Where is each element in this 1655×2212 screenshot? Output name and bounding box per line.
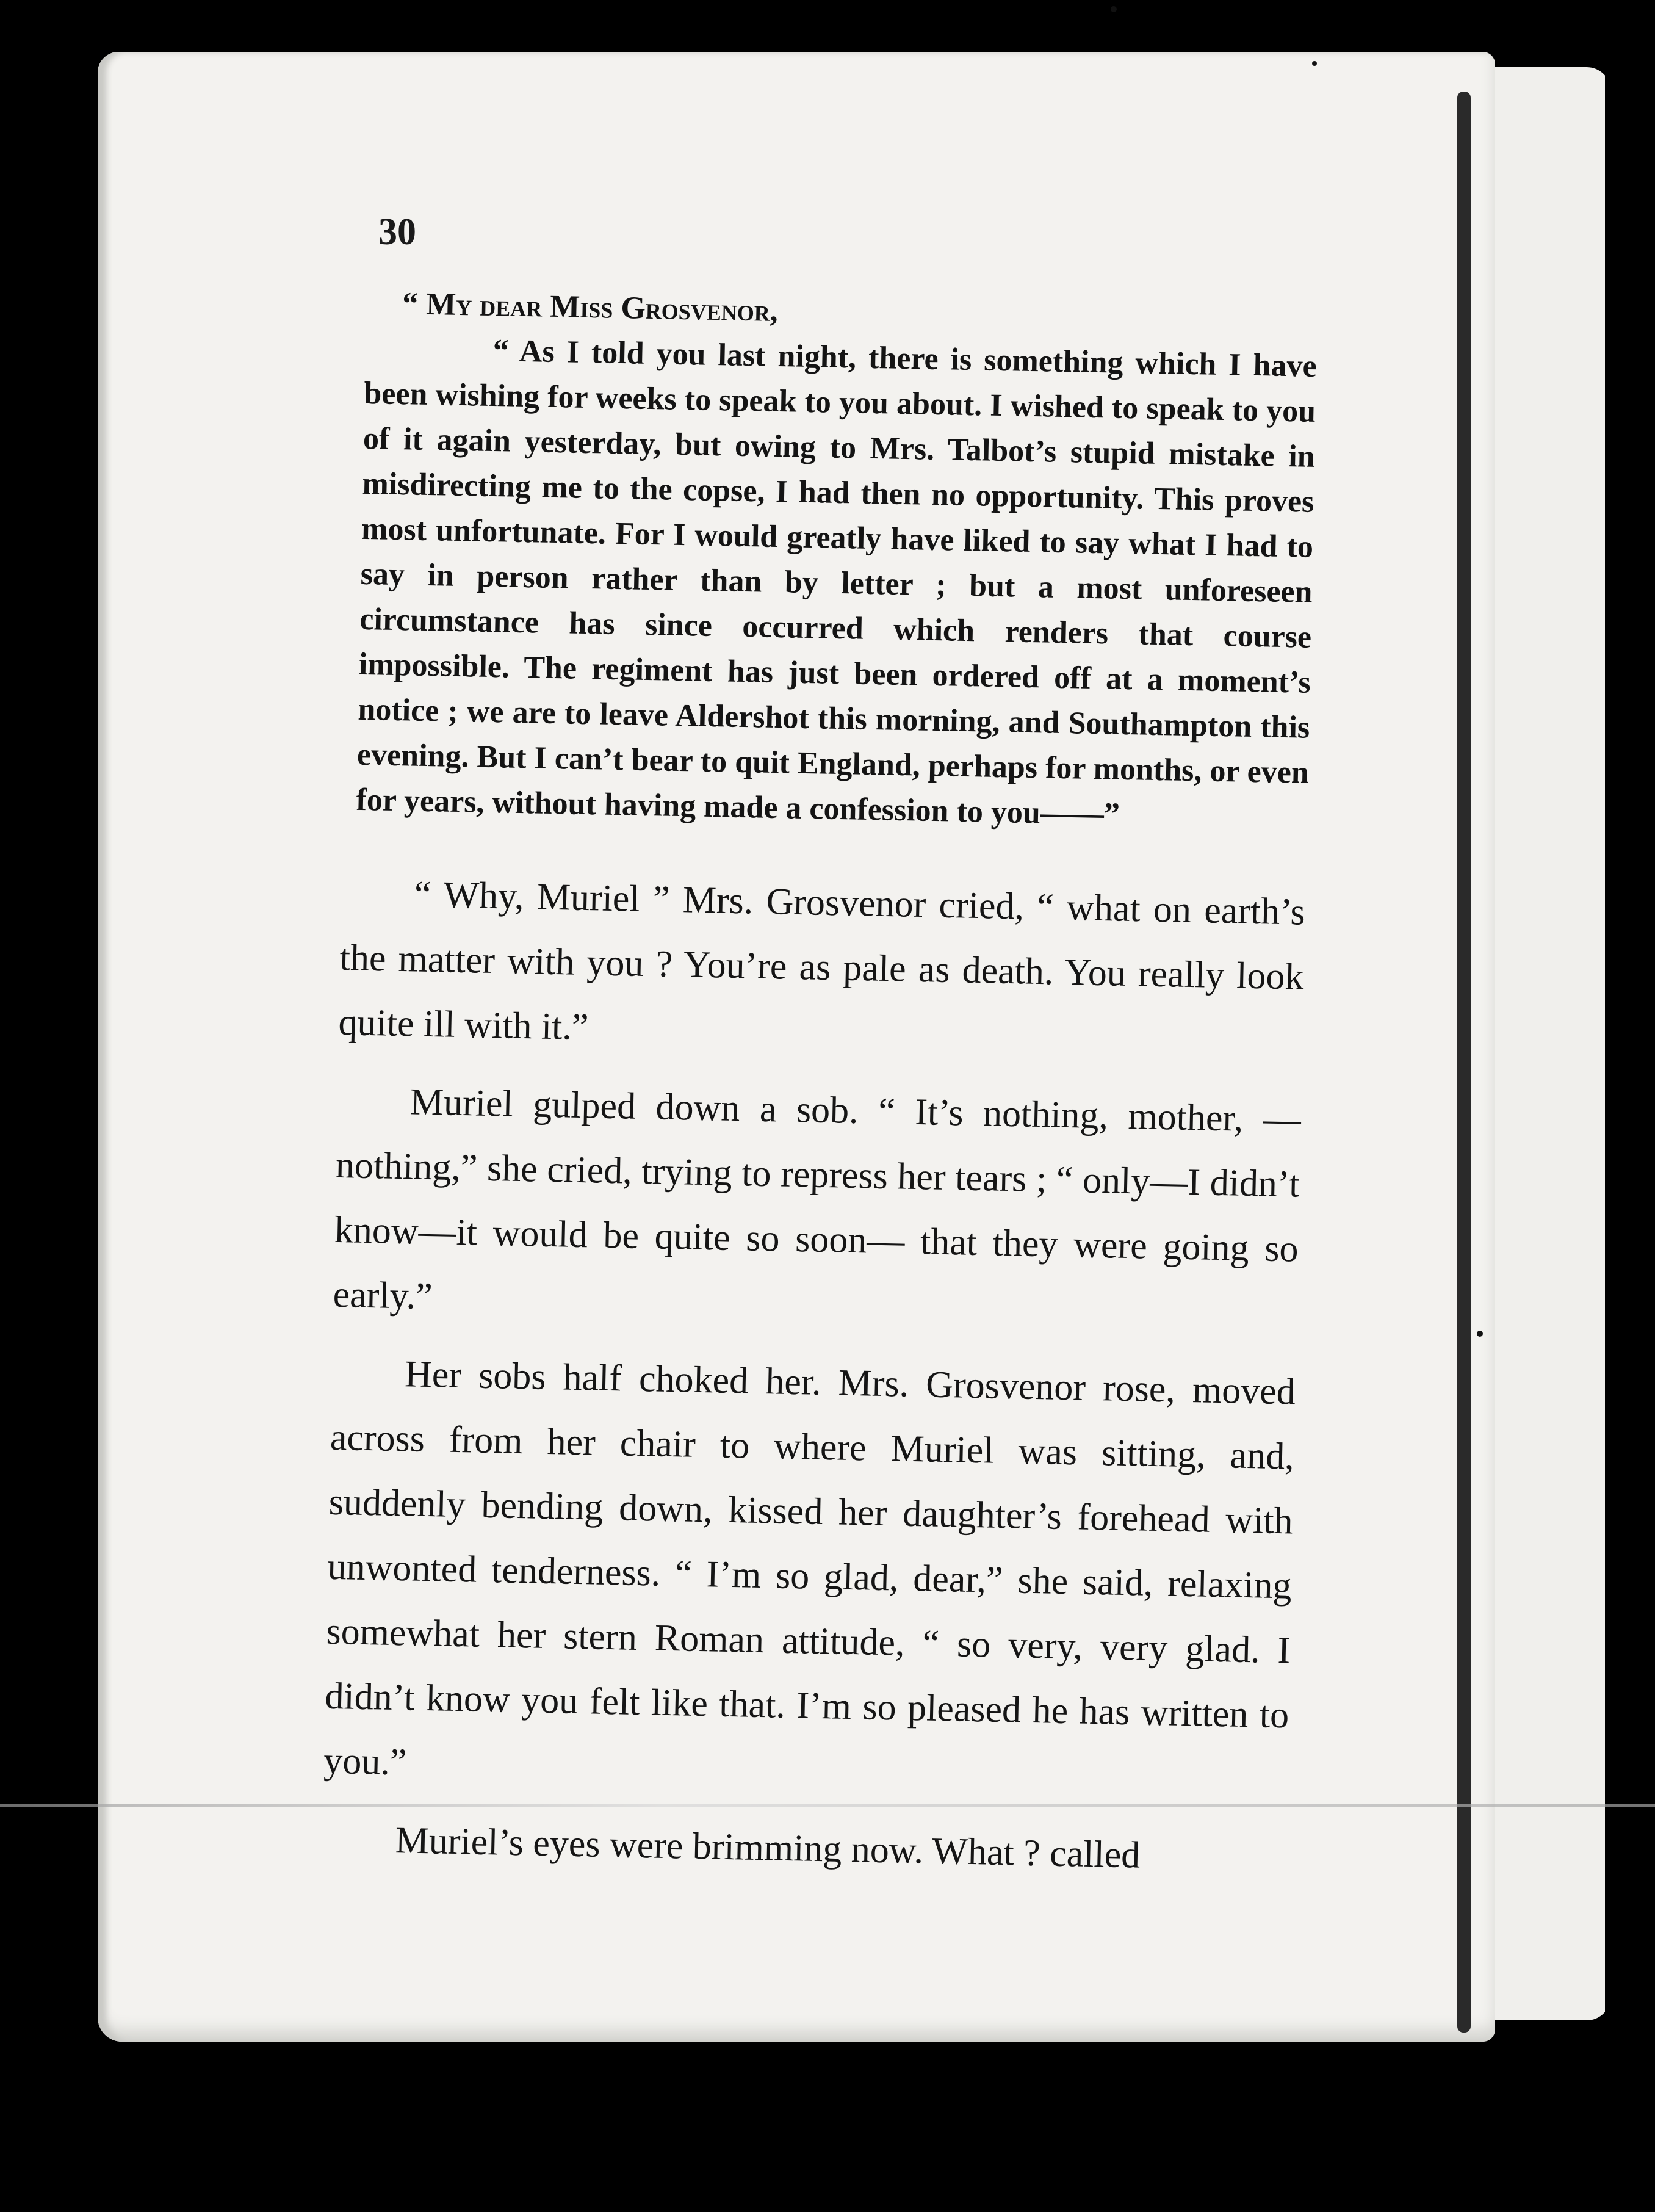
paragraph: “ Why, Muriel ” Mrs. Grosvenor cried, “ what on earth’s the matter with you ? You’re as pale as death. You really look quite ill with it.” (337, 873, 1306, 1049)
page-number: 30 (378, 211, 416, 253)
paragraph: Muriel’s eyes were brimming now. What ? called (395, 1820, 1141, 1876)
paragraph: Her sobs half choked her. Mrs. Grosvenor rose, moved across from her chair to where Muriel was sitting, and, suddenly bending down, kissed her daughter’s forehead with unwonted tenderness. “ I’m so glad, dear,” she said, relaxing somewhat her stern Roman attitude, “ so very, very glad. I didn’t know you felt like that. I’m so pleased he has written to you.” (323, 1353, 1296, 1784)
body-text (321, 861, 1305, 1904)
book-gutter (1457, 92, 1471, 2033)
dust-speck (1477, 1331, 1483, 1337)
letter-salutation: “ My dear Miss Grosvenor, (402, 286, 779, 328)
letter-body: “ As I told you last night, there is something which I have been wishing for weeks to speak to you about. I wished to speak to you of it again yesterday, but owing to Mrs. Talbot’s stupid mistake in misdirecting me to the copse, I had then no opportunity. This proves most unfortunate. For I would greatly have liked to say what I had to say in person rather than by letter ; but a most unforeseen circumstance has since occurred which renders that course impossible. The regiment has just been ordered off at a moment’s notice ; we are to leave Aldershot this morning, and Southampton this evening. But I can’t bear to quit England, perhaps for months, or even for years, without having made a confession to you——” (356, 333, 1318, 832)
paragraph: Muriel gulped down a sob. “ It’s nothing, mother, —nothing,” she cried, trying to repress her tears ; “ only—I didn’t know—it would be quite so soon— that they were going so early.” (333, 1081, 1302, 1318)
dust-speck (1312, 61, 1317, 66)
dust-speck (1111, 6, 1117, 12)
scan-artifact-line (0, 1804, 1655, 1807)
quoted-letter (356, 281, 1318, 841)
scan-border-right (1605, 55, 1655, 2069)
